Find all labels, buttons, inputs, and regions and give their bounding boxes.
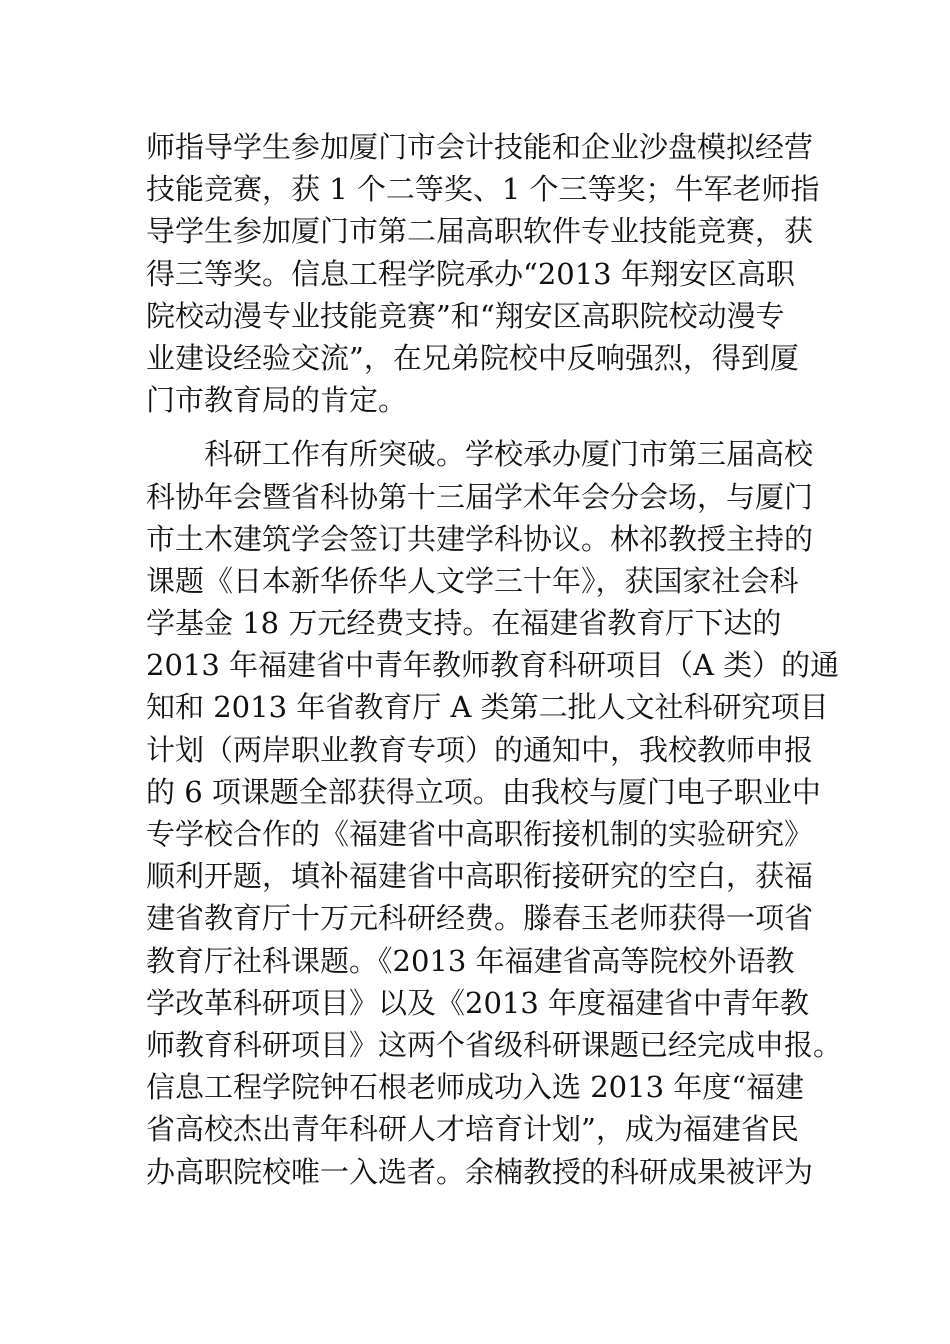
text-line: 信息工程学院钟石根老师成功入选 2013 年度“福建 [146,1070,805,1105]
text-line: 的 6 项课题全部获得立项。由我校与厦门电子职业中 [146,774,821,809]
text-line: 办高职院校唯一入选者。余楠教授的科研成果被评为 [146,1154,814,1189]
text-line: 课题《日本新华侨华人文学三十年》，获国家社会科 [146,563,799,598]
paragraph-spacing [146,421,826,433]
text-line: 科协年会暨省科协第十三届学术年会分会场，与厦门 [146,479,814,514]
text-line: 省高校杰出青年科研人才培育计划”，成为福建省民 [146,1112,799,1147]
text-line: 顺利开题，填补福建省中高职衔接研究的空白，获福 [146,859,814,894]
text-line: 业建设经验交流”，在兄弟院校中反响强烈，得到厦 [146,340,799,375]
text-line: 门市教育局的肯定。 [146,383,408,418]
text-line: 学基金 18 万元经费支持。在福建省教育厅下达的 [146,606,782,641]
text-line: 市土木建筑学会签订共建学科协议。林祁教授主持的 [146,521,814,556]
body-text [146,126,843,1193]
text-line: 计划（两岸职业教育专项）的通知中，我校教师申报 [146,732,814,767]
paragraph-2 [146,433,843,1192]
text-line: 建省教育厅十万元科研经费。滕春玉老师获得一项省 [146,901,814,936]
text-line: 技能竞赛，获 1 个二等奖、1 个三等奖；牛军老师指 [146,172,820,207]
text-line: 院校动漫专业技能竞赛”和“翔安区高职院校动漫专 [146,298,785,333]
text-line: 学改革科研项目》以及《2013 年度福建省中青年教 [146,985,810,1020]
text-line: 科研工作有所突破。学校承办厦门市第三届高校 [146,437,814,472]
paragraph-1 [146,126,826,421]
text-line: 知和 2013 年省教育厅 A 类第二批人文社科研究项目 [146,690,829,725]
text-line: 得三等奖。信息工程学院承办“2013 年翔安区高职 [146,256,795,291]
text-line: 专学校合作的《福建省中高职衔接机制的实验研究》 [146,817,814,851]
text-line: 2013 年福建省中青年教师教育科研项目（A 类）的通 [146,648,840,683]
text-line: 师指导学生参加厦门市会计技能和企业沙盘模拟经营 [146,130,814,164]
text-line: 师教育科研项目》这两个省级科研课题已经完成申报。 [146,1027,843,1062]
text-line: 导学生参加厦门市第二届高职软件专业技能竞赛，获 [146,214,814,249]
text-line: 教育厅社科课题。《2013 年福建省高等院校外语教 [146,943,795,978]
